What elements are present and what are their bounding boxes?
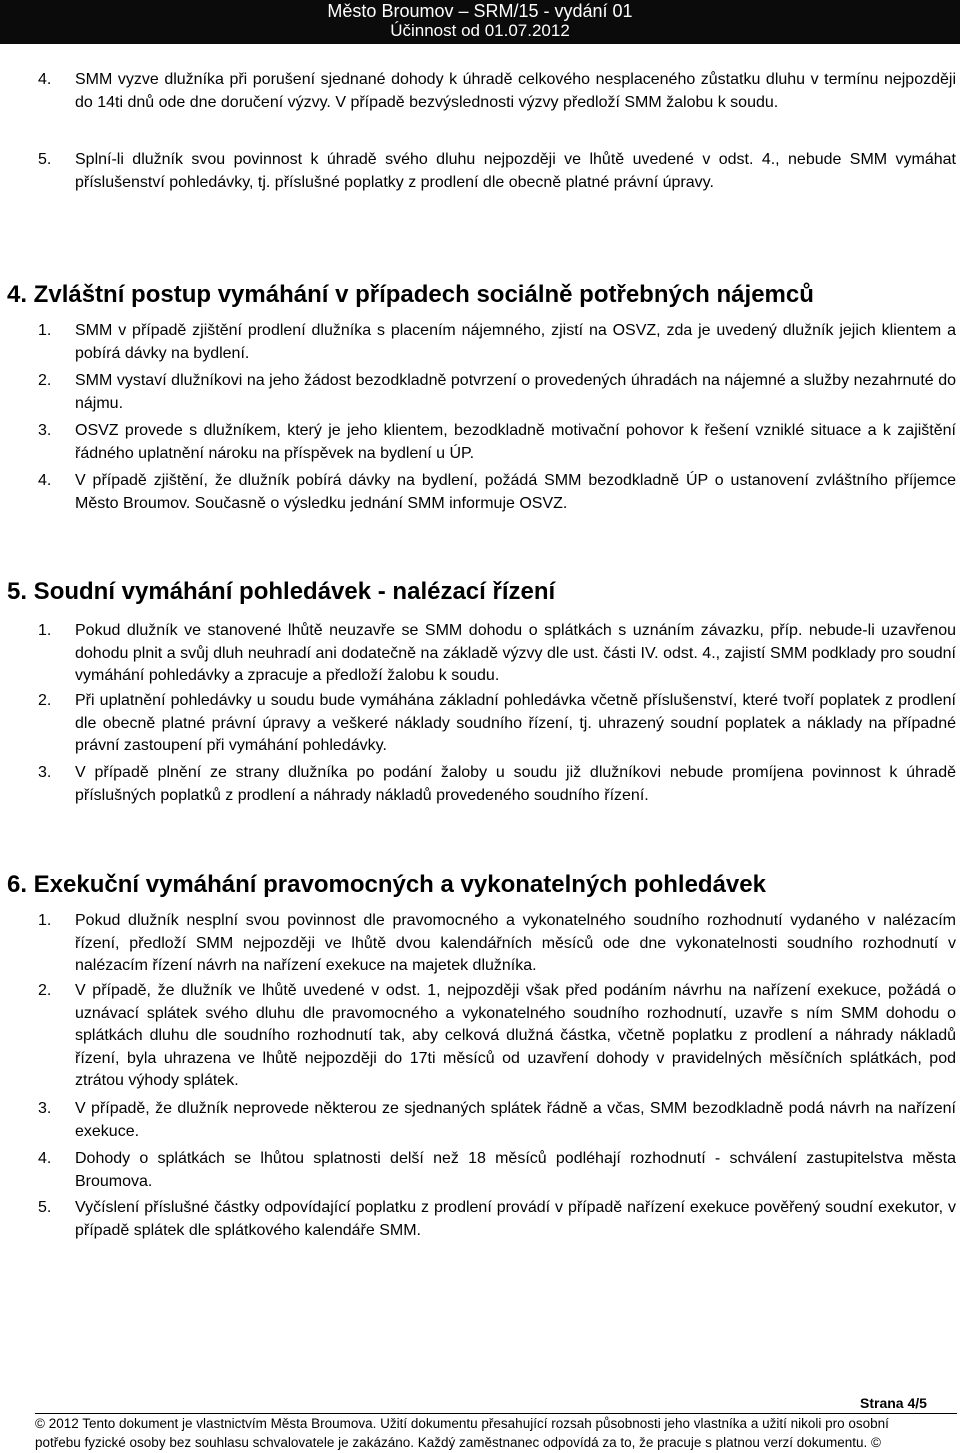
list-item <box>38 620 956 688</box>
item-text: Splní-li dlužník svou povinnost k úhradě svého dluhu nejpozději ve lhůtě uvedené v odst. 4., nebude SMM vymáhat příslušenství pohledávky, tj. příslušné poplatky z prodlení dle obecně platné právní úpravy. <box>75 151 956 191</box>
item-text: V případě plnění ze strany dlužníka po podání žaloby u soudu již dlužníkovi nebude promíjena povinnost k úhradě příslušných poplatků z prodlení a náhrady nákladů provedeného soudního řízení. <box>75 764 956 804</box>
item-text: Při uplatnění pohledávky u soudu bude vymáhána základní pohledávka včetně příslušenství, které tvoří poplatek z prodlení dle obecně platné právní úpravy a veškeré náklady soudního řízení, tj. uhrazený soudní poplatek a náklady na případné právní zastoupení při vymáhání pohledávky. <box>75 692 956 755</box>
item-number: 1. <box>38 322 52 339</box>
item-text: SMM vyzve dlužníka při porušení sjednané dohody k úhradě celkového nesplaceného zůstatku dluhu v termínu nejpozději do 14ti dnů ode dne doručení výzvy. V případě bezvýslednosti výzvy předloží SMM žalobu k soudu. <box>75 71 956 111</box>
list-item <box>38 149 956 194</box>
header-effective-date: Účinnost od 01.07.2012 <box>390 21 570 40</box>
item-text: Dohody o splátkách se lhůtou splatnosti delší než 18 měsíců podléhají rozhodnutí - schválení zastupitelstva města Broumova. <box>75 1150 956 1190</box>
list-item <box>38 1098 956 1143</box>
item-text: SMM vystaví dlužníkovi na jeho žádost bezodkladně potvrzení o provedených úhradách na nájemné a služby nezahrnuté do nájmu. <box>75 372 956 412</box>
item-number: 2. <box>38 982 52 999</box>
footer-notice <box>35 1414 960 1452</box>
item-text: OSVZ provede s dlužníkem, který je jeho klientem, bezodkladně motivační pohovor k řešení vzniklé situace a k zajištění řádného uplatnění nároku na příspěvek na bydlení u ÚP. <box>75 422 956 462</box>
item-text: V případě zjištění, že dlužník pobírá dávky na bydlení, požádá SMM bezodkladně ÚP o ustanovení zvláštního příjemce Město Broumov. Současně o výsledku jednání SMM informuje OSVZ. <box>75 472 956 512</box>
list-item <box>38 1148 956 1193</box>
item-number: 3. <box>38 422 52 439</box>
item-number: 4. <box>38 1150 52 1167</box>
footer-notice-line-1: © 2012 Tento dokument je vlastnictvím Města Broumova. Užití dokumentu přesahující rozsah působnosti jeho vlastníka a užití nikoli pro osobní <box>35 1416 889 1431</box>
item-text: Vyčíslení příslušné částky odpovídající poplatku z prodlení provádí v případě nařízení exekuce pověřený soudní exekutor, v případě splátek dle splátkového kalendáře SMM. <box>75 1199 956 1239</box>
list-item <box>38 320 956 365</box>
item-number: 1. <box>38 912 52 929</box>
item-text: Pokud dlužník ve stanovené lhůtě neuzavře se SMM dohodu o splátkách s uznáním závazku, příp. nebude-li uzavřenou dohodu plnit a svůj dluh neuhradí ani dodatečně na základě výzvy dle ust. části IV. odst. 4., zajistí SMM podklady pro soudní vymáhání pohledávky a zpracuje a předloží žalobu k soudu. <box>75 622 956 685</box>
item-number: 2. <box>38 372 52 389</box>
item-number: 2. <box>38 692 52 709</box>
document-header <box>0 0 960 44</box>
item-number: 3. <box>38 764 52 781</box>
list-item <box>38 910 956 978</box>
list-item <box>38 370 956 415</box>
item-number: 4. <box>38 71 52 88</box>
item-number: 3. <box>38 1100 52 1117</box>
list-item <box>38 980 956 1093</box>
header-title: Město Broumov – SRM/15 - vydání 01 <box>327 1 633 21</box>
list-item <box>38 470 956 515</box>
list-item <box>38 762 956 807</box>
list-item <box>38 1197 956 1242</box>
footer-notice-line-2: potřebu fyzické osoby bez souhlasu schvalovatele je zakázáno. Každý zaměstnanec odpovídá za to, že pracuje s platnou verzí dokumentu. © <box>35 1435 881 1450</box>
section-5-heading: 5. Soudní vymáhání pohledávek - nalézací řízení <box>7 578 556 605</box>
section-6-heading: 6. Exekuční vymáhání pravomocných a vykonatelných pohledávek <box>7 871 766 898</box>
section-4-heading: 4. Zvláštní postup vymáhání v případech sociálně potřebných nájemců <box>7 281 814 308</box>
page-number: Strana 4/5 <box>860 1395 927 1411</box>
list-item <box>38 69 956 114</box>
item-text: SMM v případě zjištění prodlení dlužníka s placením nájemného, zjistí na OSVZ, zda je uvedený dlužník jejich klientem a pobírá dávky na bydlení. <box>75 322 956 362</box>
list-item <box>38 420 956 465</box>
list-item <box>38 690 956 758</box>
item-number: 4. <box>38 472 52 489</box>
item-text: V případě, že dlužník neprovede některou ze sjednaných splátek řádně a včas, SMM bezodkladně podá návrh na nařízení exekuce. <box>75 1100 956 1140</box>
item-text: Pokud dlužník nesplní svou povinnost dle pravomocného a vykonatelného soudního rozhodnutí vydaného v nalézacím řízení, předloží SMM nejpozději ve lhůtě dvou kalendářních měsíců ode dne vykonatelnosti soudního rozhodnutí v nalézacím řízení návrh na nařízení exekuce na majetek dlužníka. <box>75 912 956 975</box>
item-number: 5. <box>38 1199 52 1216</box>
item-text: V případě, že dlužník ve lhůtě uvedené v odst. 1, nejpozději však před podáním návrhu na nařízení exekuce, požádá o uznávací splátek svého dluhu dle pravomocného a vykonatelného soudního rozhodnutí, uzavře s ním SMM dohodu o splátkách dluhu dle soudního rozhodnutí tak, aby celková dlužná částka, včetně poplatku z prodlení a náhrady nákladů řízení, byla uhrazena ve lhůtě nejpozději do 17ti měsíců od uzavření dohody v pravidelných měsíčních splátkách, pod ztrátou výhody splátek. <box>75 982 956 1090</box>
item-number: 1. <box>38 622 52 639</box>
item-number: 5. <box>38 151 52 168</box>
